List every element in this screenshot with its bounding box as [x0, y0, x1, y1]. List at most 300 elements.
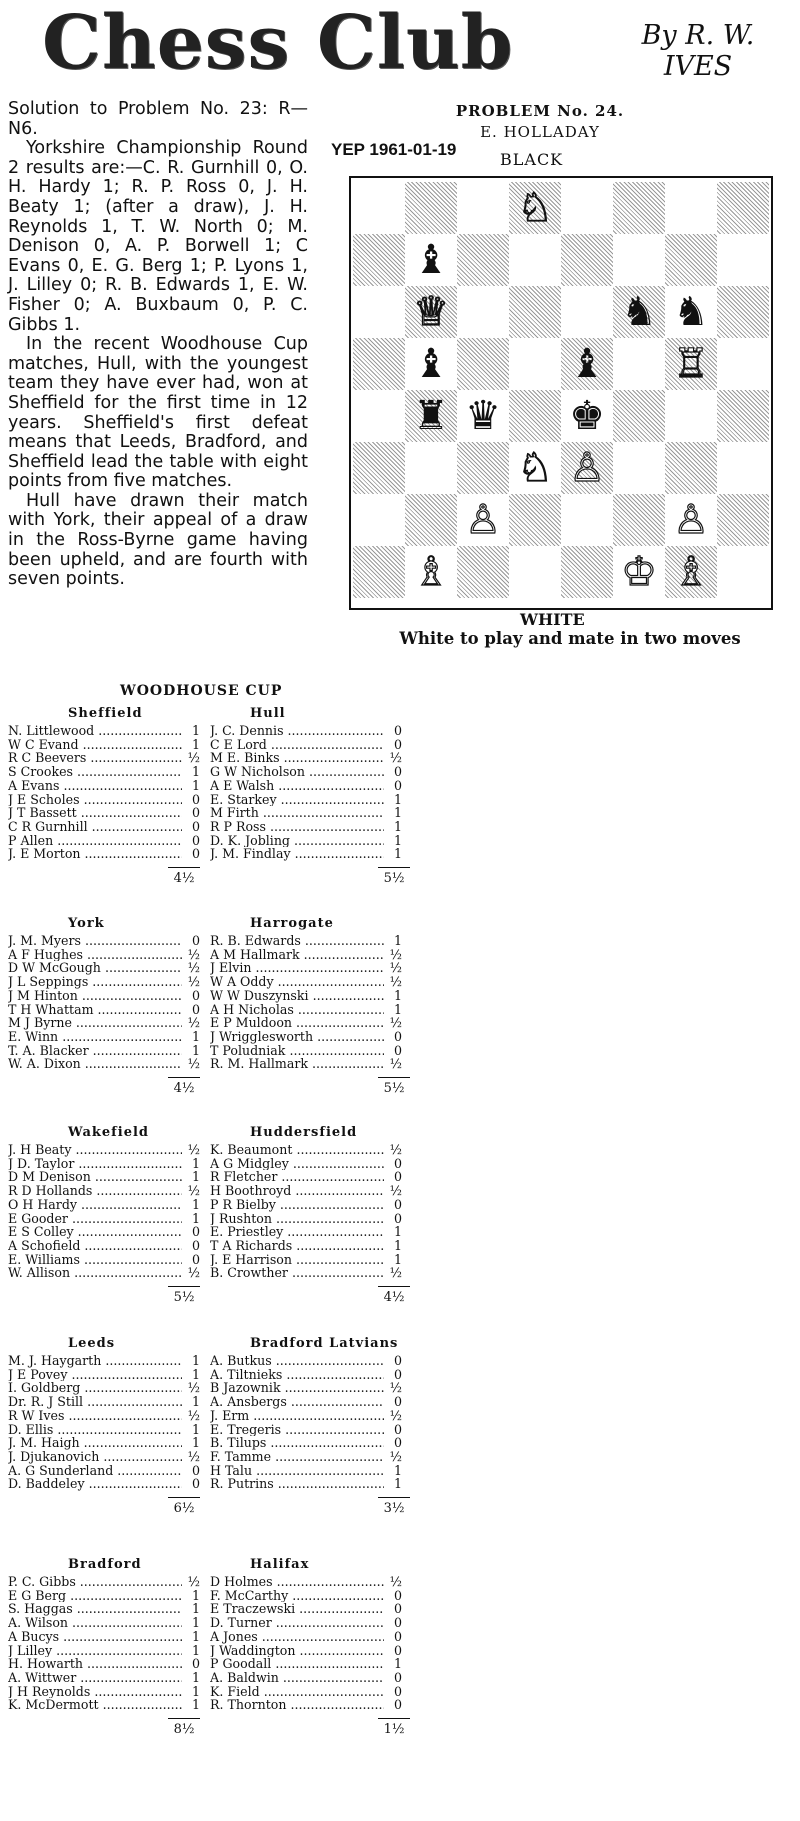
player-score: 1	[191, 1155, 200, 1171]
team-total: 8½	[168, 1718, 200, 1737]
team-name: Huddersfield	[250, 1125, 358, 1140]
player-score: 0	[393, 1169, 402, 1185]
player-row	[210, 1409, 402, 1423]
player-list	[210, 724, 402, 861]
board-square	[561, 182, 613, 234]
board-square	[353, 494, 405, 546]
player-score: 0	[191, 1224, 200, 1240]
player-row	[8, 1157, 200, 1171]
player-row	[210, 834, 402, 848]
player-score: 1	[191, 1366, 200, 1382]
player-score: 1	[191, 1042, 200, 1058]
player-row	[210, 1170, 402, 1184]
player-row	[8, 948, 200, 962]
player-score: 0	[393, 1353, 402, 1368]
article-paragraph: Hull have drawn their match with York, their appeal of a draw in the Ross-Byrne game having been upheld, and are fourth with seven points.	[8, 490, 308, 590]
player-row	[8, 1644, 200, 1658]
team-total: 3½	[378, 1497, 410, 1516]
board-square	[457, 546, 509, 598]
board-square	[561, 546, 613, 598]
player-row	[8, 738, 200, 752]
board-square	[717, 390, 769, 442]
player-row	[210, 1368, 402, 1382]
player-row	[210, 1253, 402, 1267]
player-row	[210, 934, 402, 948]
board-square	[561, 494, 613, 546]
player-row	[8, 1464, 200, 1478]
player-name: D M Denison .....	[8, 1170, 182, 1184]
player-row	[8, 751, 200, 765]
player-score: 0	[393, 1435, 402, 1451]
player-name: T Poludniak .....	[210, 1044, 384, 1058]
player-score: 1	[393, 1251, 402, 1267]
board-square	[353, 234, 405, 286]
player-name: M Firth .....	[210, 806, 384, 820]
bishop-white-icon: ♗	[413, 549, 449, 595]
player-name: J Rushton .....	[210, 1212, 384, 1226]
black-label: BLACK	[500, 150, 564, 169]
player-name: J. Erm .....	[210, 1409, 384, 1423]
player-list	[210, 1575, 402, 1712]
player-score: 0	[191, 1476, 200, 1492]
player-score: 1	[191, 1615, 200, 1631]
player-score: 0	[191, 1462, 200, 1478]
player-name: E. Starkey .....	[210, 793, 384, 807]
masthead-title: Chess Club	[42, 0, 514, 86]
player-score: 0	[393, 1196, 402, 1212]
player-score: ½	[389, 1142, 402, 1157]
player-row	[8, 793, 200, 807]
board-square	[353, 286, 405, 338]
player-list	[8, 1143, 200, 1280]
board-square	[665, 390, 717, 442]
player-score: 1	[191, 1169, 200, 1185]
player-row	[210, 724, 402, 738]
pawn-white-icon: ♙	[465, 497, 501, 543]
board-square	[405, 182, 457, 234]
player-name: E Traczewski .....	[210, 1602, 384, 1616]
player-row	[8, 1143, 200, 1157]
player-score: 0	[191, 846, 200, 862]
player-row	[210, 793, 402, 807]
player-name: M J Byrne .....	[8, 1016, 182, 1030]
player-name: D. Ellis .....	[8, 1423, 182, 1437]
player-row	[8, 975, 200, 989]
team-name: Hull	[250, 706, 286, 721]
player-row	[8, 1409, 200, 1423]
player-name: W C Evand .....	[8, 738, 182, 752]
player-name: T. A. Blacker .....	[8, 1044, 182, 1058]
knight-white-icon: ♘	[517, 185, 553, 231]
bishop-black-icon: ♝	[413, 341, 449, 387]
player-score: 1	[393, 1656, 402, 1672]
player-row	[8, 1395, 200, 1409]
board-square	[509, 286, 561, 338]
player-score: 1	[191, 1421, 200, 1437]
player-score: 0	[191, 805, 200, 821]
player-name: R. Thornton .....	[210, 1698, 384, 1712]
player-row	[8, 1057, 200, 1071]
player-name: E. Priestley .....	[210, 1225, 384, 1239]
player-list	[8, 1354, 200, 1491]
player-name: R Fletcher .....	[210, 1170, 384, 1184]
player-row	[8, 1477, 200, 1491]
player-score: 0	[393, 764, 402, 780]
player-name: S Crookes .....	[8, 765, 182, 779]
player-score: 1	[393, 1001, 402, 1017]
player-score: 0	[393, 1587, 402, 1603]
player-list	[210, 1354, 402, 1491]
player-score: ½	[389, 960, 402, 976]
team-name: Leeds	[68, 1336, 116, 1351]
player-row	[8, 1003, 200, 1017]
player-score: 0	[393, 1155, 402, 1171]
player-row	[210, 1212, 402, 1226]
player-name: H. Howarth .....	[8, 1657, 182, 1671]
player-row	[8, 1575, 200, 1589]
player-score: 1	[191, 1587, 200, 1603]
player-name: M. J. Haygarth .....	[8, 1354, 182, 1368]
player-row	[210, 1436, 402, 1450]
player-score: 0	[393, 1366, 402, 1382]
player-name: E S Colley .....	[8, 1225, 182, 1239]
board-square	[717, 182, 769, 234]
player-row	[210, 1450, 402, 1464]
player-score: 1	[393, 987, 402, 1003]
knight-black-icon: ♞	[673, 289, 709, 335]
player-score: ½	[389, 1265, 402, 1281]
player-row	[210, 948, 402, 962]
player-score: 0	[393, 1683, 402, 1699]
player-score: 1	[393, 1476, 402, 1492]
board-square	[457, 234, 509, 286]
player-row	[210, 1044, 402, 1058]
problem-author: E. HOLLADAY	[480, 123, 600, 141]
player-score: 0	[191, 1251, 200, 1267]
player-score: 0	[191, 1001, 200, 1017]
player-name: A M Hallmark .....	[210, 948, 384, 962]
player-row	[210, 1602, 402, 1616]
player-score: 0	[393, 1042, 402, 1058]
player-name: F. Tamme .....	[210, 1450, 384, 1464]
player-name: K. Beaumont .....	[210, 1143, 384, 1157]
team-total: 4½	[168, 1077, 200, 1096]
player-name: J. M. Findlay .....	[210, 847, 384, 861]
player-name: A. Butkus .....	[210, 1354, 384, 1368]
board-square	[457, 182, 509, 234]
knight-black-icon: ♞	[621, 289, 657, 335]
player-score: 0	[393, 1394, 402, 1410]
article-paragraph: Yorkshire Championship Round 2 results are:—C. R. Gurnhill 0, O. H. Hardy 1; R. P. Ross 0, J. H. Beaty 1; (after a draw), J. H. Reynolds 1, T. W. North 0; M. Denison 0, A. P. Borwell 1; C Evans 0, E. G. Berg 1; P. Lyons 1, J. Lilley 0; R. B. Edwards 1, E. W. Fisher 0; A. Buxbaum 0, P. C. Gibbs 1.	[8, 138, 308, 335]
player-score: ½	[389, 974, 402, 990]
player-score: 1	[191, 1394, 200, 1410]
team-name: York	[68, 916, 105, 931]
player-score: 0	[393, 1697, 402, 1713]
team-name: Halifax	[250, 1557, 310, 1572]
player-list	[210, 1143, 402, 1280]
player-score: 1	[393, 805, 402, 821]
player-name: D. Turner .....	[210, 1616, 384, 1630]
player-row	[8, 1198, 200, 1212]
player-name: J E Povey .....	[8, 1368, 182, 1382]
team-name: Harrogate	[250, 916, 334, 931]
player-score: 0	[393, 1669, 402, 1685]
player-name: E. Williams .....	[8, 1253, 182, 1267]
player-name: R. Putrins .....	[210, 1477, 384, 1491]
player-score: 1	[393, 1224, 402, 1240]
player-row	[8, 1602, 200, 1616]
player-name: W A Oddy .....	[210, 975, 384, 989]
player-score: 1	[191, 1628, 200, 1644]
player-row	[210, 765, 402, 779]
player-score: 1	[191, 1028, 200, 1044]
player-name: R. M. Hallmark .....	[210, 1057, 384, 1071]
player-score: 1	[393, 791, 402, 807]
player-score: 0	[191, 818, 200, 834]
player-name: W. Allison .....	[8, 1266, 182, 1280]
player-row	[8, 1685, 200, 1699]
board-square	[509, 546, 561, 598]
player-row	[210, 1266, 402, 1280]
player-score: ½	[187, 1015, 200, 1031]
player-score: 0	[393, 777, 402, 793]
date-stamp: YEP 1961-01-19	[331, 140, 457, 159]
queen-white-icon: ♕	[413, 289, 449, 335]
player-score: ½	[389, 1183, 402, 1199]
player-name: D W McGough .....	[8, 961, 182, 975]
player-score: 1	[191, 1683, 200, 1699]
player-name: A F Hughes .....	[8, 948, 182, 962]
player-name: A. Baldwin .....	[210, 1671, 384, 1685]
player-row	[8, 765, 200, 779]
player-row	[8, 779, 200, 793]
player-row	[210, 1184, 402, 1198]
player-row	[210, 1464, 402, 1478]
player-row	[8, 1450, 200, 1464]
player-name: E G Berg .....	[8, 1589, 182, 1603]
team-total: 4½	[168, 867, 200, 886]
player-row	[210, 1003, 402, 1017]
player-score: 0	[393, 1628, 402, 1644]
team-total: 5½	[378, 1077, 410, 1096]
board-square	[509, 338, 561, 390]
player-name: J. M. Haigh .....	[8, 1436, 182, 1450]
player-row	[210, 1016, 402, 1030]
player-score: ½	[389, 946, 402, 962]
player-row	[8, 724, 200, 738]
board-square	[353, 182, 405, 234]
player-row	[8, 806, 200, 820]
byline: By R. W. IVES	[641, 20, 755, 83]
player-score: 0	[191, 933, 200, 948]
king-black-icon: ♚	[569, 393, 605, 439]
problem-task: White to play and mate in two moves	[399, 629, 741, 648]
player-row	[210, 847, 402, 861]
player-row	[8, 847, 200, 861]
player-score: ½	[389, 1407, 402, 1423]
knight-white-icon: ♘	[517, 445, 553, 491]
player-score: 0	[191, 1656, 200, 1672]
player-row	[8, 1184, 200, 1198]
player-name: A. Wittwer .....	[8, 1671, 182, 1685]
player-row	[8, 1671, 200, 1685]
player-row	[210, 820, 402, 834]
player-name: A Evans .....	[8, 779, 182, 793]
player-row	[8, 1170, 200, 1184]
player-name: P Allen .....	[8, 834, 182, 848]
player-row	[8, 1698, 200, 1712]
player-name: J D. Taylor .....	[8, 1157, 182, 1171]
player-score: 1	[393, 1237, 402, 1253]
player-score: ½	[389, 1015, 402, 1031]
board-square	[509, 234, 561, 286]
player-row	[8, 1266, 200, 1280]
player-score: ½	[389, 1574, 402, 1589]
player-name: A. Tiltnieks .....	[210, 1368, 384, 1382]
player-row	[210, 1657, 402, 1671]
board-square	[717, 546, 769, 598]
player-score: 1	[191, 1196, 200, 1212]
player-row	[8, 1354, 200, 1368]
player-name: J Wrigglesworth .....	[210, 1030, 384, 1044]
player-row	[210, 779, 402, 793]
player-name: B Jazownik .....	[210, 1381, 384, 1395]
board-square	[613, 182, 665, 234]
player-row	[210, 961, 402, 975]
player-score: 0	[393, 1421, 402, 1437]
player-score: 0	[393, 1028, 402, 1044]
player-row	[210, 1198, 402, 1212]
board-square	[353, 338, 405, 390]
player-row	[210, 1589, 402, 1603]
player-name: K. Field .....	[210, 1685, 384, 1699]
player-row	[8, 1016, 200, 1030]
team-name: Bradford	[68, 1557, 142, 1572]
player-list	[210, 934, 402, 1071]
board-square	[353, 390, 405, 442]
player-name: E. Winn .....	[8, 1030, 182, 1044]
player-name: H Talu .....	[210, 1464, 384, 1478]
player-name: J T Bassett .....	[8, 806, 182, 820]
player-row	[8, 834, 200, 848]
player-name: J H Reynolds .....	[8, 1685, 182, 1699]
player-score: 0	[393, 736, 402, 752]
board-square	[405, 494, 457, 546]
player-name: G W Nicholson .....	[210, 765, 384, 779]
board-square	[613, 442, 665, 494]
player-row	[8, 1044, 200, 1058]
player-row	[210, 1630, 402, 1644]
player-name: J E Scholes .....	[8, 793, 182, 807]
rook-white-icon: ♖	[673, 341, 709, 387]
player-row	[210, 1644, 402, 1658]
player-name: J Waddington .....	[210, 1644, 384, 1658]
bishop-white-icon: ♗	[673, 549, 709, 595]
player-row	[8, 1616, 200, 1630]
player-name: D Holmes .....	[210, 1575, 384, 1589]
player-name: H Boothroyd .....	[210, 1184, 384, 1198]
player-name: W W Duszynski .....	[210, 989, 384, 1003]
player-name: O H Hardy .....	[8, 1198, 182, 1212]
player-score: 1	[191, 736, 200, 752]
player-row	[210, 1225, 402, 1239]
player-score: 1	[191, 1601, 200, 1617]
player-score: ½	[187, 1407, 200, 1423]
player-score: ½	[389, 1056, 402, 1072]
player-row	[210, 1575, 402, 1589]
board-square	[457, 338, 509, 390]
player-name: A G Midgley .....	[210, 1157, 384, 1171]
player-score: 0	[191, 987, 200, 1003]
player-name: R D Hollands .....	[8, 1184, 182, 1198]
player-name: A Bucys .....	[8, 1630, 182, 1644]
board-square	[509, 390, 561, 442]
player-list	[8, 1575, 200, 1712]
board-square	[561, 234, 613, 286]
player-score: ½	[187, 750, 200, 766]
player-name: C E Lord .....	[210, 738, 384, 752]
team-name: Sheffield	[68, 706, 143, 721]
player-row	[210, 806, 402, 820]
board-square	[613, 494, 665, 546]
player-row	[8, 934, 200, 948]
board-square	[613, 390, 665, 442]
player-score: 1	[393, 1462, 402, 1478]
player-name: A H Nicholas .....	[210, 1003, 384, 1017]
player-row	[210, 738, 402, 752]
player-name: F. McCarthy .....	[210, 1589, 384, 1603]
player-row	[8, 1423, 200, 1437]
player-name: P R Bielby .....	[210, 1198, 384, 1212]
player-name: A Jones .....	[210, 1630, 384, 1644]
player-name: T H Whattam .....	[8, 1003, 182, 1017]
board-square	[405, 442, 457, 494]
player-score: 1	[393, 933, 402, 948]
player-row	[210, 1698, 402, 1712]
player-name: R P Ross .....	[210, 820, 384, 834]
team-total: 5½	[378, 867, 410, 886]
team-total: 4½	[378, 1286, 410, 1305]
player-row	[210, 1239, 402, 1253]
player-row	[210, 1157, 402, 1171]
player-score: 1	[191, 1353, 200, 1368]
player-score: ½	[187, 974, 200, 990]
player-name: B. Tilups .....	[210, 1436, 384, 1450]
player-row	[210, 751, 402, 765]
board-square	[717, 234, 769, 286]
player-name: A. G Sunderland .....	[8, 1464, 182, 1478]
white-label: WHITE	[520, 610, 585, 629]
player-name: A. Wilson .....	[8, 1616, 182, 1630]
queen-black-icon: ♛	[465, 393, 501, 439]
problem-title: PROBLEM No. 24.	[455, 102, 625, 120]
player-score: ½	[187, 1574, 200, 1589]
player-row	[210, 1477, 402, 1491]
team-total: 6½	[168, 1497, 200, 1516]
player-score: 1	[191, 723, 200, 738]
player-row	[210, 1395, 402, 1409]
player-row	[8, 1630, 200, 1644]
player-name: A E Walsh .....	[210, 779, 384, 793]
player-row	[210, 1030, 402, 1044]
player-score: 1	[393, 818, 402, 834]
player-score: ½	[187, 1142, 200, 1157]
player-name: J Elvin .....	[210, 961, 384, 975]
player-name: R. B. Edwards .....	[210, 934, 384, 948]
player-row	[210, 989, 402, 1003]
player-name: P. C. Gibbs .....	[8, 1575, 182, 1589]
player-score: 1	[191, 1435, 200, 1451]
